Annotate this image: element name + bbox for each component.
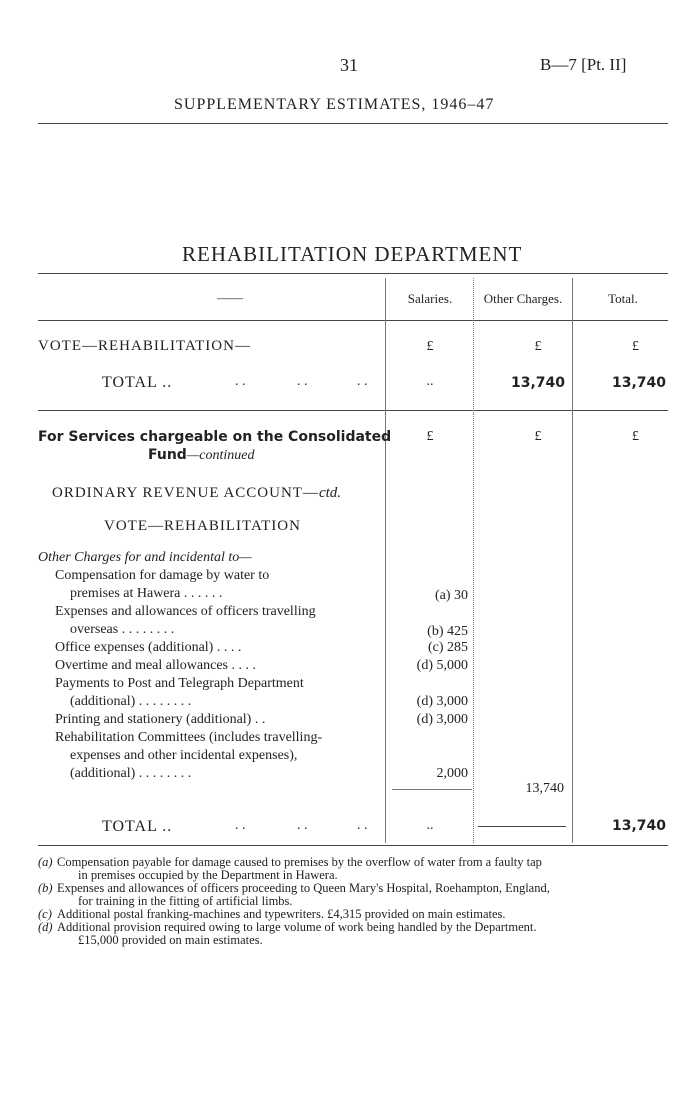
- summary-dots-3: . .: [357, 374, 368, 389]
- detail-pound-total: £: [632, 429, 639, 444]
- footnote-d-line2: £15,000 provided on main estimates.: [78, 933, 263, 947]
- document-reference: B—7 [Pt. II]: [540, 55, 627, 74]
- detail-vote-heading: VOTE—REHABILITATION: [104, 518, 301, 534]
- item-post-line2: (additional) . . . . . . . .: [70, 694, 192, 709]
- item-committees-line1: Rehabilitation Committees (includes travelling-: [55, 730, 323, 745]
- page-title: SUPPLEMENTARY ESTIMATES, 1946–47: [174, 96, 495, 113]
- item-overseas-value: (b) 425: [427, 624, 468, 639]
- services-continued: —continued: [186, 448, 255, 463]
- detail-dots-1: . .: [235, 818, 246, 833]
- item-compensation-line1: Compensation for damage by water to: [55, 568, 270, 583]
- services-heading-line1: For Services chargeable on the Consolidated: [38, 429, 392, 445]
- detail-total-salaries: ..: [426, 818, 434, 833]
- summary-other-value: 13,740: [510, 375, 565, 391]
- account-suffix: ctd.: [318, 485, 342, 501]
- footnote-b-line2: for training in the fitting of artificial limbs.: [78, 894, 293, 908]
- item-overseas-line2: overseas . . . . . . . .: [70, 622, 175, 637]
- services-heading-line2: [148, 447, 254, 464]
- footnote-b-line1: Expenses and allowances of officers proceeding to Queen Mary's Hospital, Roehampton, England,: [57, 881, 550, 895]
- item-compensation-value: (a) 30: [434, 588, 468, 603]
- footnote-c-line1: Additional postal franking-machines and typewriters. £4,315 provided on main estimates.: [57, 907, 506, 921]
- column-header-rule: [38, 320, 668, 321]
- column-header-blank: ——: [217, 290, 243, 305]
- account-heading: [52, 485, 341, 502]
- item-overtime-line1: Overtime and meal allowances . . . .: [55, 658, 256, 673]
- column-header-total: Total.: [608, 291, 638, 306]
- item-office-value: (c) 285: [427, 640, 468, 655]
- detail-total-value: 13,740: [611, 818, 666, 834]
- detail-pound-salaries: £: [426, 429, 434, 444]
- table-bottom-rule: [38, 845, 668, 846]
- item-office-line1: Office expenses (additional) . . . .: [55, 640, 242, 655]
- summary-total-value: 13,740: [611, 375, 666, 391]
- detail-total-label: TOTAL ..: [102, 818, 173, 835]
- services-fund-word: Fund: [148, 447, 187, 463]
- item-committees-line3: (additional) . . . . . . . .: [70, 766, 192, 781]
- item-post-line1: Payments to Post and Telegraph Department: [55, 676, 304, 691]
- column-header-other-charges: Other Charges.: [483, 291, 563, 306]
- column-header-salaries: Salaries.: [407, 291, 453, 306]
- detail-dots-2: . .: [297, 818, 308, 833]
- header-rule: [38, 123, 668, 124]
- salaries-subtotal-rule: [392, 789, 472, 790]
- table-top-rule: [38, 273, 668, 274]
- summary-salaries-value: ..: [426, 374, 434, 389]
- summary-pound-other: £: [534, 339, 542, 354]
- divider-other-left: [473, 278, 474, 843]
- summary-dots-1: . .: [235, 374, 246, 389]
- footnote-a-line1: Compensation payable for damage caused to premises by the overflow of water from a faulty tap: [57, 855, 542, 869]
- summary-total-label: TOTAL ..: [102, 374, 173, 391]
- summary-pound-salaries: £: [426, 339, 434, 354]
- department-title: REHABILITATION DEPARTMENT: [182, 242, 523, 266]
- summary-vote-label: VOTE—REHABILITATION—: [38, 338, 251, 354]
- summary-dots-2: . .: [297, 374, 308, 389]
- detail-dots-3: . .: [357, 818, 368, 833]
- divider-salaries-left: [385, 278, 386, 843]
- footnote-a-line2: in premises occupied by the Department in Hawera.: [78, 868, 338, 882]
- summary-bottom-rule: [38, 410, 668, 411]
- footnote-c-mark: (c): [38, 907, 52, 921]
- footnote-d-mark: (d): [38, 920, 53, 934]
- account-name: ORDINARY REVENUE ACCOUNT—: [52, 485, 319, 501]
- detail-pound-other: £: [534, 429, 542, 444]
- item-committees-line2: expenses and other incidental expenses),: [70, 748, 298, 763]
- item-printing-line1: Printing and stationery (additional) . .: [55, 712, 266, 727]
- divider-total-left: [572, 278, 573, 843]
- item-overtime-value: (d) 5,000: [416, 658, 468, 673]
- item-overseas-line1: Expenses and allowances of officers travelling: [55, 604, 316, 619]
- summary-pound-total: £: [632, 339, 639, 354]
- footnote-d-line1: Additional provision required owing to large volume of work being handled by the Department.: [57, 920, 537, 934]
- other-charges-subtotal: 13,740: [525, 781, 564, 796]
- item-printing-value: (d) 3,000: [416, 712, 468, 727]
- footnote-b-mark: (b): [38, 881, 53, 895]
- item-compensation-line2: premises at Hawera . . . . . .: [70, 586, 223, 601]
- footnote-a-mark: (a): [38, 855, 53, 869]
- page-number: 31: [340, 55, 358, 75]
- item-committees-value: 2,000: [436, 766, 468, 781]
- other-total-rule: [478, 826, 566, 827]
- other-charges-heading: Other Charges for and incidental to—: [38, 550, 252, 565]
- item-post-value: (d) 3,000: [416, 694, 468, 709]
